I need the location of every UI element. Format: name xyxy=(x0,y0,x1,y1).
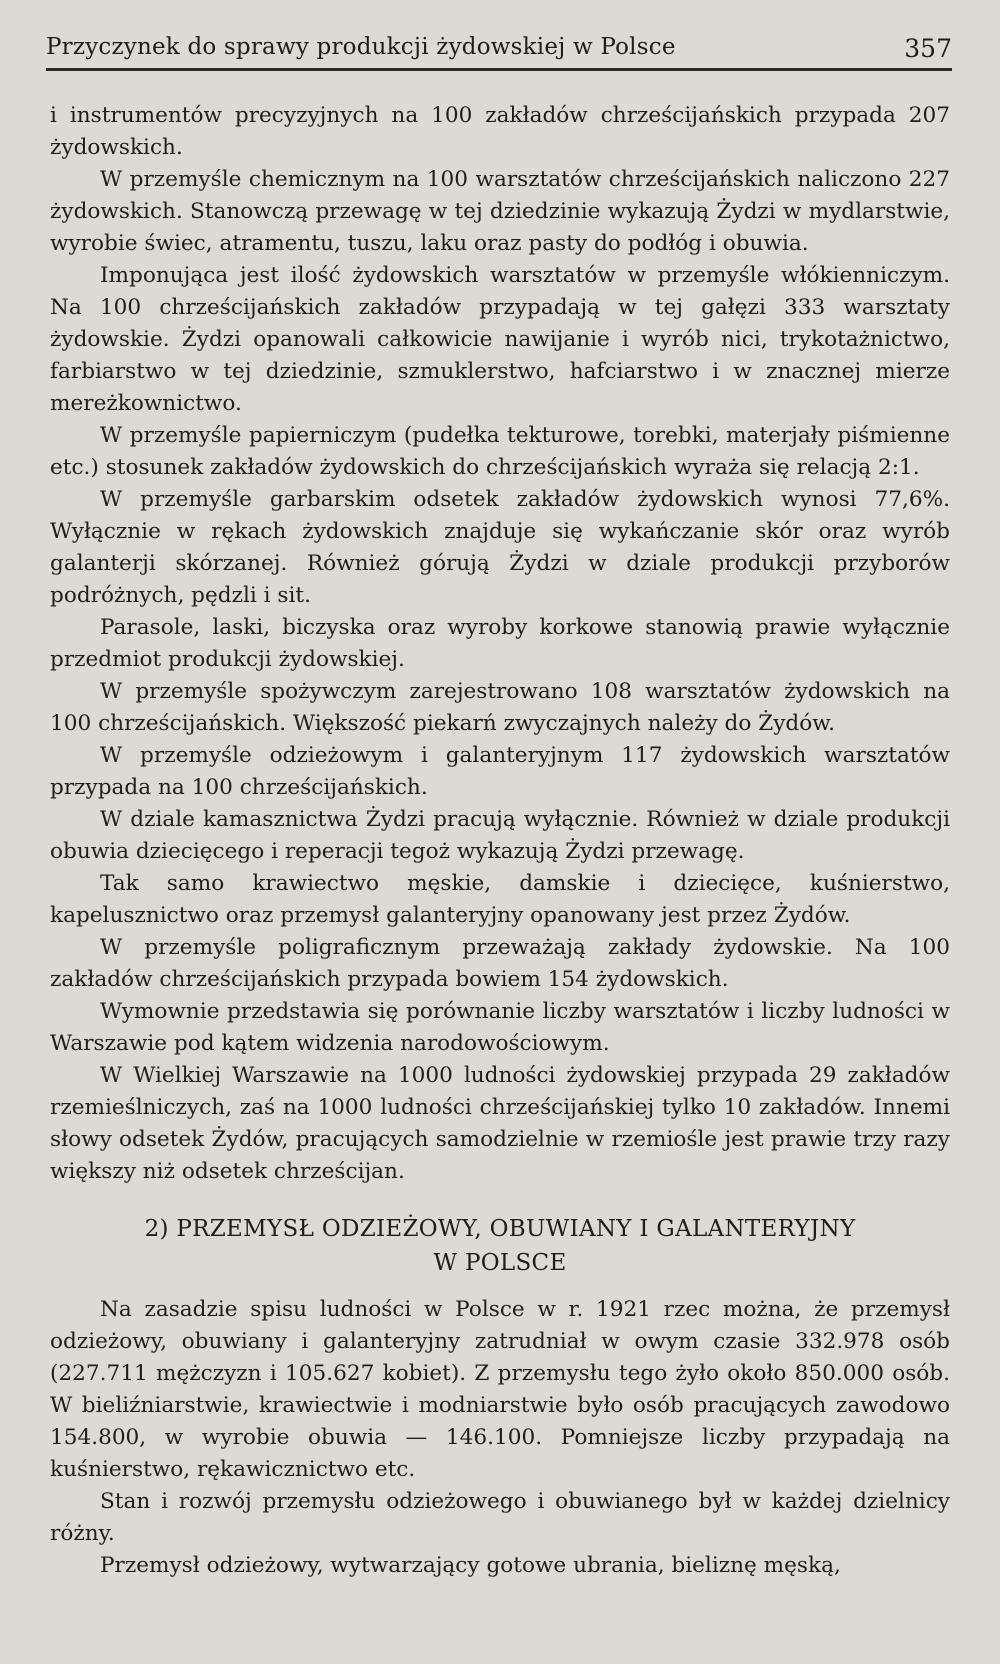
paragraph: W przemyśle odzieżowym i galanteryjnym 117 żydowskich warsztatów przypada na 100 chrześcijańskich. xyxy=(50,743,950,800)
running-title: Przyczynek do sprawy produkcji żydowskiej w Polsce xyxy=(46,34,676,60)
paragraph: W przemyśle papierniczym (pudełka tekturowe, torebki, materjały piśmienne etc.) stosunek zakładów żydowskich do chrześcijańskich wyraża się relacją 2:1. xyxy=(50,423,950,480)
running-header xyxy=(46,30,952,74)
paragraph: W przemyśle spożywczym zarejestrowano 108 warsztatów żydowskich na 100 chrześcijańskich. Większość piekarń zwyczajnych należy do Żydów. xyxy=(50,679,950,736)
paragraph: Tak samo krawiectwo męskie, damskie i dziecięce, kuśnierstwo, kapelusznictwo oraz przemysł galanteryjny opanowany jest przez Żydów. xyxy=(50,871,950,928)
paragraph: W dziale kamasznictwa Żydzi pracują wyłącznie. Również w dziale produkcji obuwia dziecięcego i reperacji tegoż wykazują Żydzi przewagę. xyxy=(50,807,950,864)
paragraph: W Wielkiej Warszawie na 1000 ludności żydowskiej przypada 29 zakładów rzemieślniczych, zaś na 1000 ludności chrześcijańskiej tylko 10 zakładów. Innemi słowy odsetek Żydów, pracujących samodzielnie w rzemiośle jest prawie trzy razy większy niż odsetek chrześcijan. xyxy=(50,1063,950,1184)
paragraph: i instrumentów precyzyjnych na 100 zakładów chrześcijańskich przypada 207 żydowskich. xyxy=(50,103,950,160)
section-paragraph: Przemysł odzieżowy, wytwarzający gotowe ubrania, bieliznę męską, xyxy=(100,1553,841,1578)
page-body xyxy=(50,100,950,1582)
paragraph: W przemyśle poligraficznym przeważają zakłady żydowskie. Na 100 zakładów chrześcijańskich przypada bowiem 154 żydowskich. xyxy=(50,935,950,992)
paragraph: Wymownie przedstawia się porównanie liczby warsztatów i liczby ludności w Warszawie pod kątem widzenia narodowościowym. xyxy=(50,999,950,1056)
paragraph: Parasole, laski, biczyska oraz wyroby korkowe stanowią prawie wyłącznie przedmiot produkcji żydowskiej. xyxy=(50,615,950,672)
section-heading-line-1: 2) PRZEMYSŁ ODZIEŻOWY, OBUWIANY I GALANTERYJNY xyxy=(144,1216,856,1242)
section-paragraph: Na zasadzie spisu ludności w Polsce w r. 1921 rzec można, że przemysł odzieżowy, obuwiany i galanteryjny zatrudniał w owym czasie 332.978 osób (227.711 mężczyzn i 105.627 kobiet). Z przemysłu tego żyło około 850.000 osób. W bieliźniarstwie, krawiectwie i modniarstwie było osób pracujących zawodowo 154.800, w wyrobie obuwia — 146.100. Pomniejsze liczby przypadają na kuśnierstwo, rękawicznictwo etc. xyxy=(50,1297,950,1482)
paragraph: W przemyśle chemicznym na 100 warsztatów chrześcijańskich naliczono 227 żydowskich. Stanowczą przewagę w tej dziedzinie wykazują Żydzi w mydlarstwie, wyrobie świec, atramentu, tuszu, laku oraz pasty do podłóg i obuwia. xyxy=(50,167,950,256)
header-rule xyxy=(46,68,952,71)
section-heading xyxy=(50,1212,950,1280)
paragraph: Imponująca jest ilość żydowskich warsztatów w przemyśle włókienniczym. Na 100 chrześcijańskich zakładów przypadają w tej gałęzi 333 warsztaty żydowskie. Żydzi opanowali całkowicie nawijanie i wyrób nici, trykotażnictwo, farbiarstwo w tej dziedzinie, szmuklerstwo, hafciarstwo i w znacznej mierze mereżkownictwo. xyxy=(50,263,950,416)
section-heading-line-2: W POLSCE xyxy=(433,1250,567,1276)
page-number: 357 xyxy=(904,34,952,63)
section-paragraph: Stan i rozwój przemysłu odzieżowego i obuwianego był w każdej dzielnicy różny. xyxy=(50,1489,950,1546)
paragraph: W przemyśle garbarskim odsetek zakładów żydowskich wynosi 77,6%. Wyłącznie w rękach żydowskich znajduje się wykańczanie skór oraz wyrób galanterji skórzanej. Również górują Żydzi w dziale produkcji przyborów podróżnych, pędzli i sit. xyxy=(50,487,950,608)
